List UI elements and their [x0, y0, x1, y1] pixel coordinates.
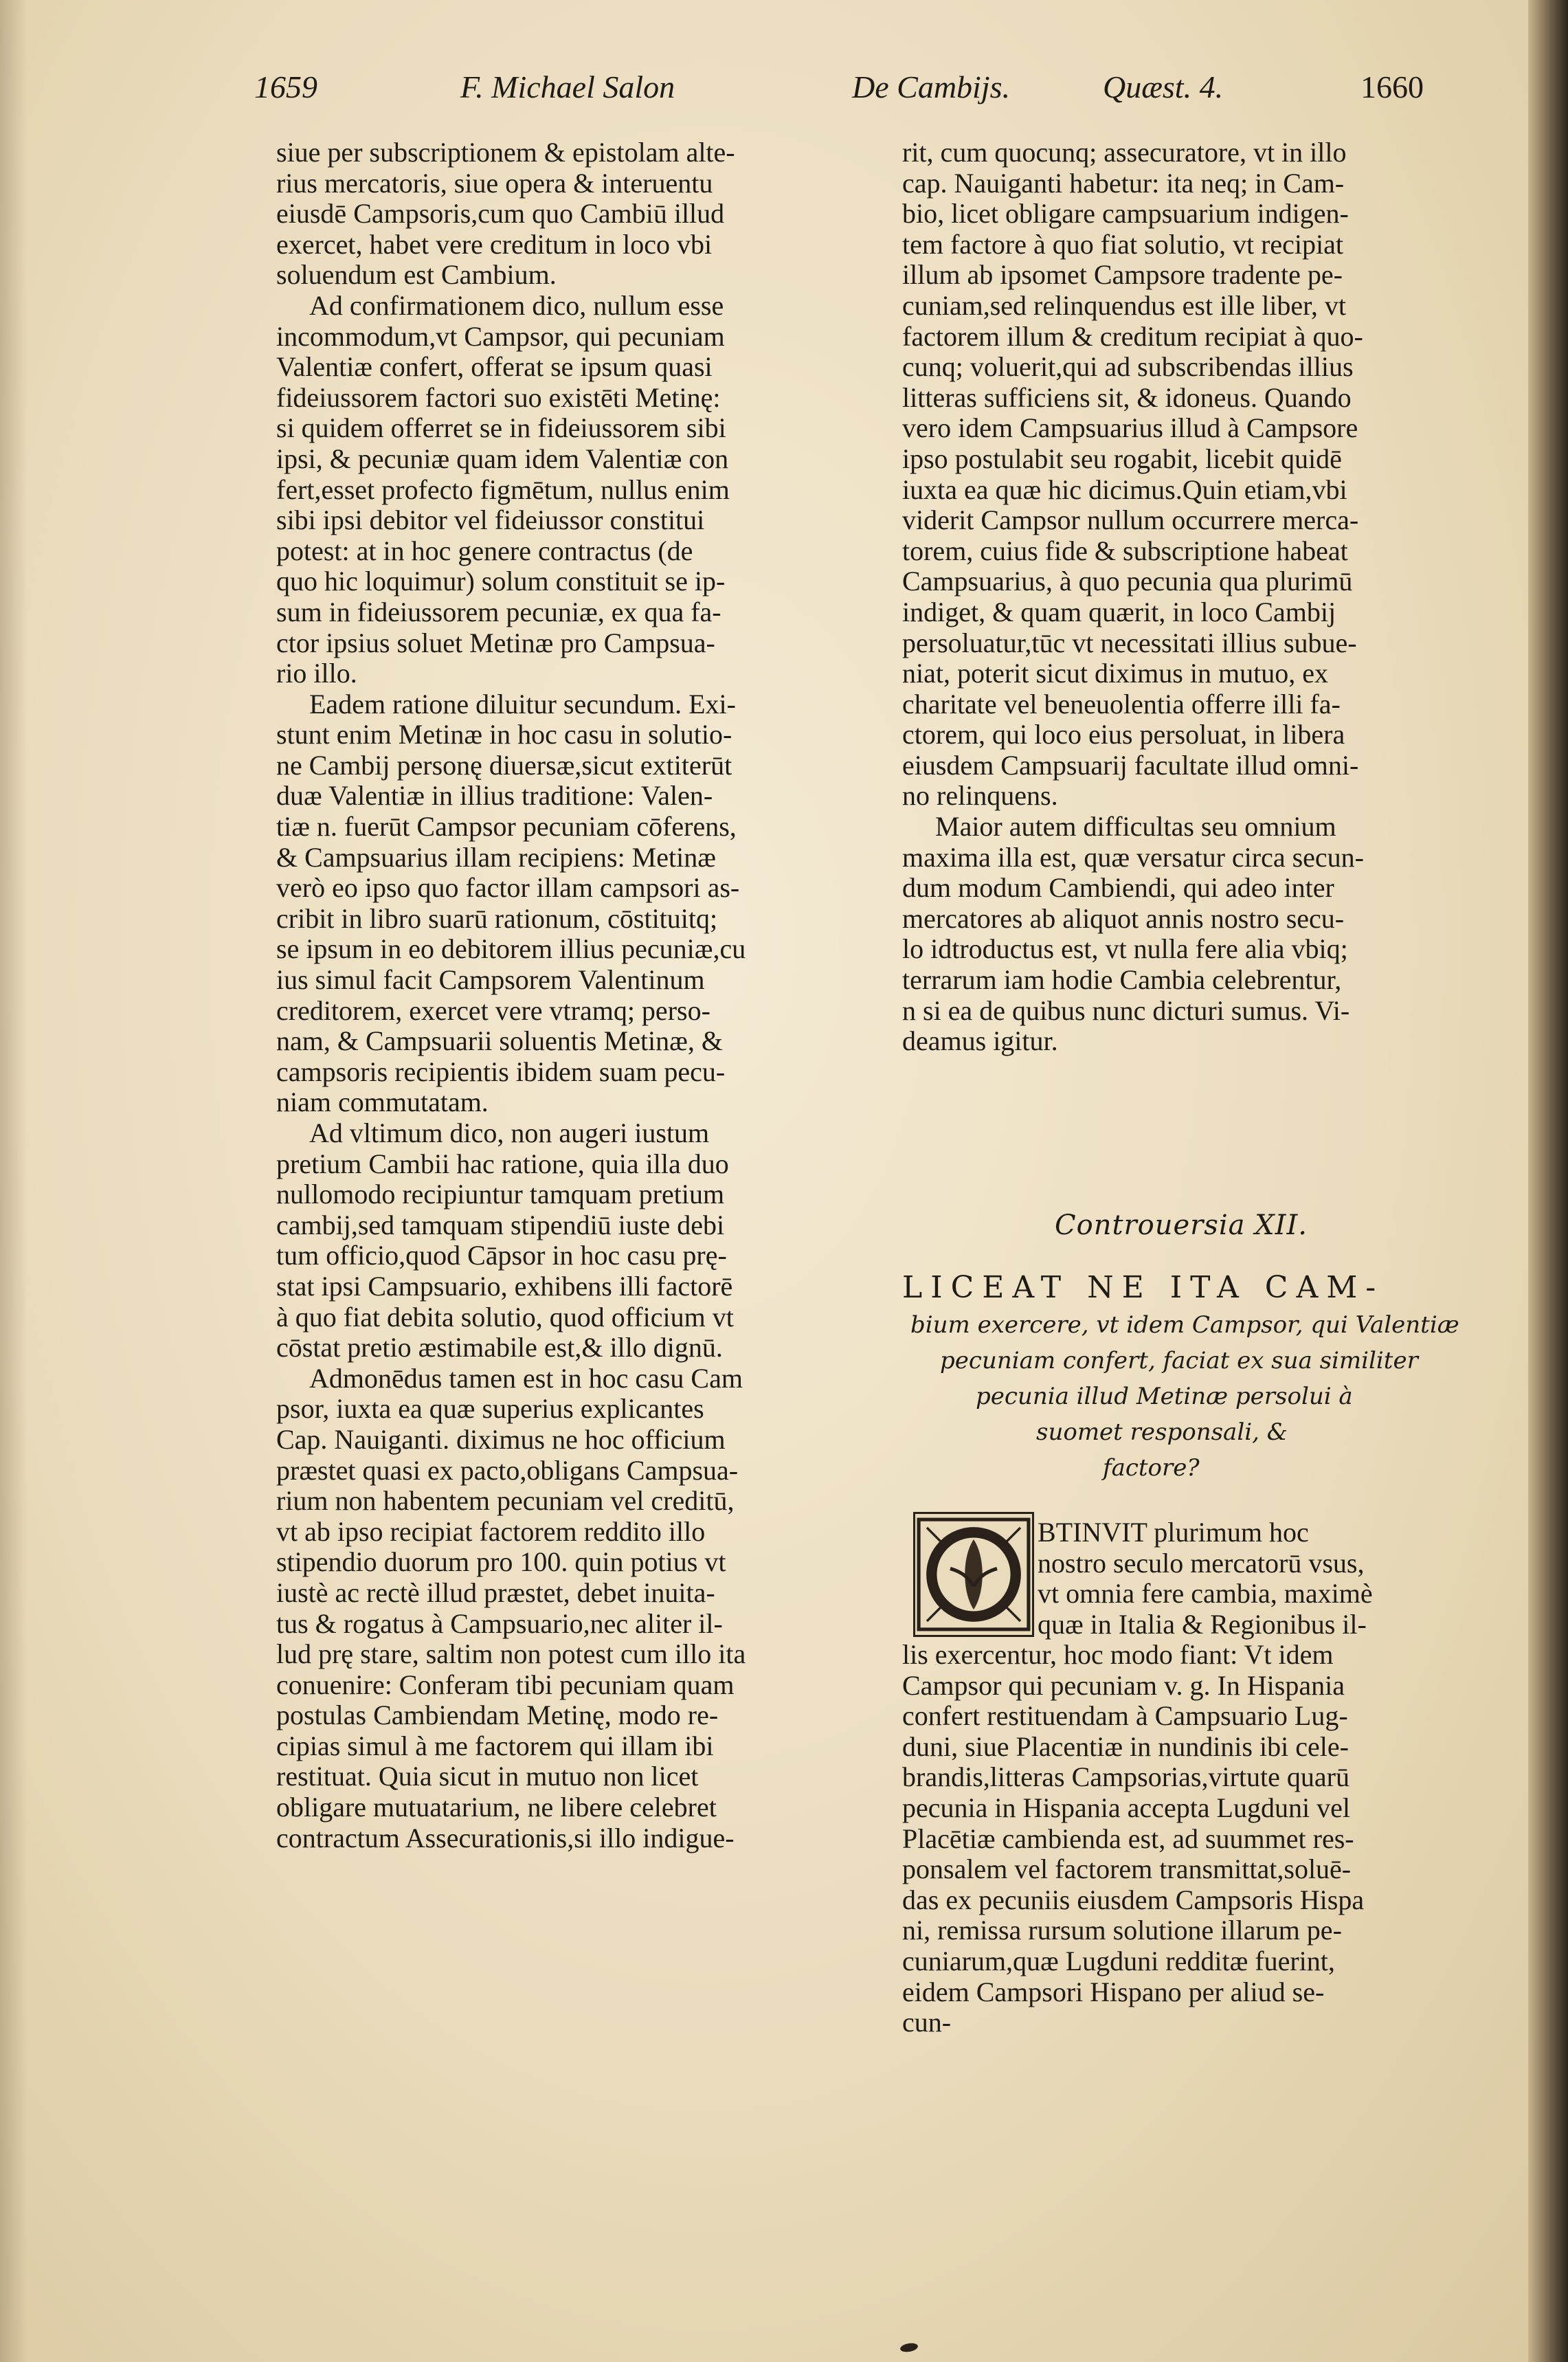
ornament-icon [915, 1514, 1032, 1635]
text-line: fert,esset profecto figmētum, nullus enim [276, 473, 730, 505]
text-line: cun- [902, 2007, 952, 2038]
running-header [254, 69, 1464, 117]
text-line: sum in fideiussorem pecuniæ, ex qua fa- [276, 596, 721, 627]
text-line: cunq; voluerit,qui ad subscribendas illius [902, 351, 1354, 383]
text-line: cuniam,sed relinquendus est ille liber, vt [902, 289, 1347, 321]
text-line: soluendum est Cambium. [276, 259, 557, 291]
page-number-right: 1660 [1360, 69, 1424, 104]
text-line: psor, iuxta ea quæ superius explicantes [276, 1393, 704, 1425]
text-line: no relinquens. [902, 780, 1058, 812]
text-line: cuniarum,quæ Lugduni redditæ fuerint, [902, 1945, 1335, 1976]
text-line: pecunia in Hispania accepta Lugduni vel [902, 1792, 1350, 1823]
text-line: nam, & Campsuarii soluentis Metinæ, & [276, 1025, 723, 1057]
decorated-initial-o [913, 1512, 1034, 1637]
text-line: Cap. Nauiganti. diximus ne hoc officium [276, 1423, 726, 1455]
text-line: bio, licet obligare campsuarium indigen- [902, 198, 1349, 230]
text-line: duni, siue Placentiæ in nundinis ibi cele- [902, 1730, 1349, 1762]
text-line: persoluatur,tūc vt necessitati illius subue- [902, 627, 1357, 658]
text-line: verò eo ipso quo factor illam campsori as- [276, 872, 740, 904]
text-line: stipendio duorum pro 100. quin potius vt [276, 1546, 726, 1578]
text-line: niam commutatam. [276, 1087, 489, 1118]
page-edge [1528, 0, 1568, 2362]
text-line: rio illo. [276, 658, 357, 689]
text-line: quo hic loquimur) solum constituit se ip- [276, 566, 726, 597]
controversy-title-caps: LICEAT NE ITA CAM- [902, 1270, 1385, 1305]
text-line: potest: at in hoc genere contractus (de [276, 535, 693, 566]
text-line: iustè ac rectè illud præstet, debet inuita- [276, 1576, 715, 1608]
text-line: postulas Cambiendam Metinę, modo re- [276, 1700, 719, 1731]
text-line: Placētiæ cambienda est, ad suummet res- [902, 1823, 1354, 1854]
text-line: eiusdē Campsoris,cum quo Cambiū illud [276, 198, 725, 230]
text-line: tiæ n. fuerūt Campsor pecuniam cōferens, [276, 811, 737, 843]
right-column-drop-lines [1038, 1517, 1460, 1640]
text-line: stat ipsi Campsuario, exhibens illi factorē [276, 1270, 733, 1302]
text-line: tem factore à quo fiat solutio, vt recipiat [902, 228, 1343, 260]
page-number-left: 1659 [254, 69, 317, 104]
header-author: F. Michael Salon [460, 69, 675, 104]
text-line: ctorem, qui loco eius persoluat, in libera [902, 719, 1345, 750]
text-line: eiusdem Campsuarij facultate illud omni- [902, 749, 1359, 781]
text-line: niat, poterit sicut diximus in mutuo, ex [902, 658, 1328, 689]
text-line: cipias simul à me factorem qui illam ibi [276, 1730, 714, 1761]
text-line: torem, cuius fide & subscriptione habeat [902, 535, 1348, 566]
text-line: Ad confirmationem dico, nullum esse [309, 289, 724, 321]
text-line: campsoris recipientis ibidem suam pecu- [276, 1056, 726, 1087]
text-line: sibi ipsi debitor vel fideiussor constitui [276, 504, 705, 536]
text-line: lis exercentur, hoc modo fiant: Vt idem [902, 1639, 1334, 1670]
text-line: terrarum iam hodie Cambia celebrentur, [902, 964, 1342, 996]
text-line: incommodum,vt Campsor, qui pecuniam [276, 320, 725, 352]
left-column [276, 137, 847, 1853]
text-line: ius simul facit Campsorem Valentinum [276, 964, 705, 996]
text-line: se ipsum in eo debitorem illius pecuniæ,cu [276, 933, 746, 965]
text-line: ipso postulabit seu rogabit, licebit quidē [902, 443, 1342, 474]
text-line: vt omnia fere cambia, maximè [1038, 1578, 1373, 1609]
text-line: quæ in Italia & Regionibus il- [1038, 1608, 1367, 1640]
text-line: maxima illa est, quæ versatur circa secun- [902, 841, 1364, 873]
text-line: lud prę stare, saltim non potest cum illo ita [276, 1638, 746, 1670]
header-question: Quæst. 4. [1103, 69, 1224, 104]
text-line: nostro seculo mercatorū vsus, [1038, 1547, 1365, 1579]
text-line: Campsuarius, à quo pecunia qua plurimū [902, 566, 1353, 597]
text-line: pretium Cambii hac ratione, quia illa duo [276, 1148, 729, 1179]
text-line: iuxta ea quæ hic dicimus.Quin etiam,vbi [902, 473, 1347, 505]
text-line: contractum Assecurationis,si illo indigue- [276, 1822, 735, 1853]
text-line: creditorem, exercet vere vtramq; perso- [276, 994, 710, 1026]
text-line: si quidem offerret se in fideiussorem sibi [276, 412, 726, 444]
text-line: cōstat pretio æstimabile est,& illo dignū. [276, 1332, 723, 1363]
text-line: duæ Valentiæ in illius traditione: Valen- [276, 780, 713, 812]
text-line: Campsor qui pecuniam v. g. In Hispania [902, 1669, 1345, 1701]
text-line: Ad vltimum dico, non augeri iustum [309, 1117, 710, 1148]
text-line: cambij,sed tamquam stipendiū iuste debi [276, 1209, 725, 1240]
text-line: viderit Campsor nullum occurrere merca- [902, 504, 1359, 536]
text-line: ne Cambij personę diuersæ,sicut extiterūt [276, 749, 732, 781]
text-line: tus & rogatus à Campsuario,nec aliter il- [276, 1607, 723, 1639]
controversy-title-line: suomet responsali, & [1036, 1418, 1288, 1446]
controversy-heading: Controuersia XII. [1055, 1210, 1308, 1241]
text-line: à quo fiat debita solutio, quod officium vt [276, 1301, 734, 1333]
text-line: rium non habentem pecuniam vel creditū, [276, 1485, 735, 1517]
text-line: fideiussorem factori suo existēti Metinę: [276, 381, 721, 413]
text-line: restituat. Quia sicut in mutuo non licet [276, 1761, 699, 1792]
text-line: indiget, & quam quærit, in loco Cambij [902, 596, 1336, 627]
right-column-bottom [902, 1640, 1460, 2038]
text-line: cribit in libro suarū rationum, cōstituitq; [276, 902, 718, 934]
header-topic: De Cambijs. [852, 69, 1010, 104]
text-line: Valentiæ confert, offerat se ipsum quasi [276, 351, 713, 383]
text-line: Admonēdus tamen est in hoc casu Cam [309, 1362, 743, 1394]
text-line: BTINVIT plurimum hoc [1038, 1517, 1309, 1548]
text-line: nullomodo recipiuntur tamquam pretium [276, 1179, 725, 1210]
text-line: deamus igitur. [902, 1025, 1058, 1057]
text-line: ni, remissa rursum solutione illarum pe- [902, 1915, 1342, 1946]
text-line: tum officio,quod Cāpsor in hoc casu prę- [276, 1240, 727, 1271]
text-line: præstet quasi ex pacto,obligans Campsua- [276, 1454, 739, 1486]
text-line: n si ea de quibus nunc dicturi sumus. Vi- [902, 994, 1350, 1026]
text-line: vero idem Campsuarius illud à Campsore [902, 412, 1358, 444]
text-line: mercatores ab aliquot annis nostro secu- [902, 902, 1345, 934]
text-line: das ex pecuniis eiusdem Campsoris Hispa [902, 1884, 1365, 1915]
gutter-shadow [0, 0, 27, 2362]
text-line: cap. Nauiganti habetur: ita neq; in Cam- [902, 167, 1345, 199]
text-line: dum modum Cambiendi, qui adeo inter [902, 872, 1334, 904]
text-line: rius mercatoris, siue opera & interuentu [276, 167, 713, 199]
text-line: ctor ipsius soluet Metinæ pro Campsua- [276, 627, 715, 658]
controversy-title-line: pecunia illud Metinæ persolui à [976, 1383, 1353, 1410]
controversy-title-line: pecuniam confert, faciat ex sua similiter [940, 1347, 1418, 1374]
text-line: Eadem ratione diluitur secundum. Exi- [309, 688, 736, 720]
text-line: confert restituendam à Campsuario Lug- [902, 1700, 1348, 1732]
text-line: conuenire: Conferam tibi pecuniam quam [276, 1669, 735, 1700]
text-line: lo idtroductus est, vt nulla fere alia vbiq; [902, 933, 1348, 965]
text-line: eidem Campsori Hispano per aliud se- [902, 1976, 1325, 2007]
text-line: illum ab ipsomet Campsore tradente pe- [902, 259, 1343, 291]
text-line: charitate vel beneuolentia offerre illi fa- [902, 688, 1341, 720]
ink-mark [899, 2342, 919, 2353]
text-line: obligare mutuatarium, ne libere celebret [276, 1792, 717, 1823]
text-line: vt ab ipso recipiat factorem reddito illo [276, 1515, 706, 1547]
text-line: litteras sufficiens sit, & idoneus. Quando [902, 381, 1352, 413]
text-line: rit, cum quocunq; assecuratore, vt in illo [902, 137, 1347, 168]
text-line: brandis,litteras Campsorias,virtute quarū [902, 1761, 1349, 1793]
text-line: factorem illum & creditum recipiat à quo- [902, 320, 1363, 352]
text-line: Maior autem difficultas seu omnium [935, 811, 1336, 843]
text-line: siue per subscriptionem & epistolam alte- [276, 137, 735, 168]
text-line: ponsalem vel factorem transmittat,soluē- [902, 1853, 1352, 1885]
text-line: ipsi, & pecuniæ quam idem Valentiæ con [276, 443, 729, 474]
right-column-top [902, 137, 1460, 1057]
text-line: exercet, habet vere creditum in loco vbi [276, 228, 713, 260]
text-line: & Campsuarius illam recipiens: Metinæ [276, 841, 716, 873]
controversy-title-line: factore? [1103, 1454, 1200, 1482]
controversy-title-line: bium exercere, vt idem Campsor, qui Valentiæ [910, 1311, 1459, 1339]
text-line: stunt enim Metinæ in hoc casu in solutio- [276, 719, 732, 750]
